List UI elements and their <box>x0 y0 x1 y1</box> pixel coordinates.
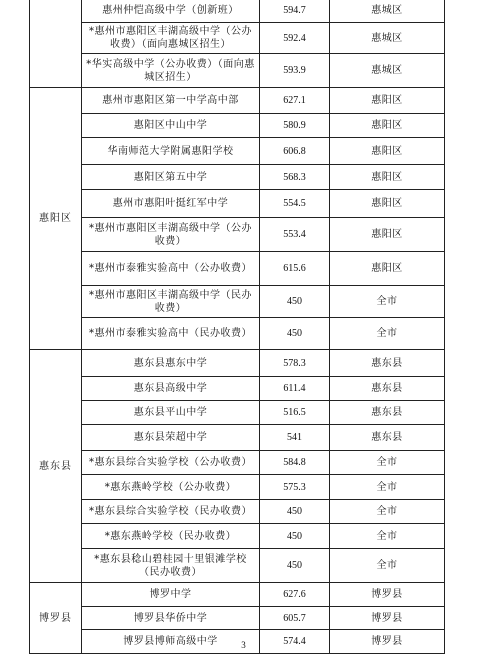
enrollment-area-cell: 惠城区 <box>330 23 445 54</box>
score-cell: 580.9 <box>260 114 330 138</box>
school-name-cell: 惠州仲恺高级中学（创新班） <box>82 0 260 23</box>
table-row <box>30 401 445 425</box>
enrollment-area-cell: 惠阳区 <box>330 218 445 252</box>
school-name-cell: *惠州市泰雅实验高中（民办收费） <box>82 318 260 350</box>
district-cell: 惠阳区 <box>30 88 82 350</box>
enrollment-area-cell: 惠城区 <box>330 54 445 88</box>
table-row <box>30 583 445 607</box>
school-name-cell: 惠阳区第五中学 <box>82 165 260 190</box>
enrollment-area-cell: 惠阳区 <box>330 190 445 218</box>
school-name-cell: *惠州市泰雅实验高中（公办收费） <box>82 252 260 286</box>
school-name-cell: 华南师范大学附属惠阳学校 <box>82 138 260 165</box>
table-row <box>30 23 445 54</box>
table-row <box>30 54 445 88</box>
enrollment-area-cell: 全市 <box>330 451 445 475</box>
enrollment-area-cell: 惠阳区 <box>330 165 445 190</box>
score-cell: 568.3 <box>260 165 330 190</box>
table-row <box>30 138 445 165</box>
table-row <box>30 350 445 377</box>
score-cell: 450 <box>260 286 330 318</box>
table-row <box>30 425 445 451</box>
school-name-cell: *惠州市惠阳区丰湖高级中学（公办收费）（面向惠城区招生） <box>82 23 260 54</box>
score-cell: 575.3 <box>260 475 330 500</box>
district-cell: 博罗县 <box>30 583 82 654</box>
enrollment-area-cell: 全市 <box>330 286 445 318</box>
school-name-cell: *惠东县稔山碧桂园十里银滩学校（民办收费） <box>82 549 260 583</box>
school-name-cell: 惠阳区中山中学 <box>82 114 260 138</box>
district-cell <box>30 0 82 88</box>
enrollment-area-cell: 全市 <box>330 318 445 350</box>
table-row <box>30 549 445 583</box>
admission-score-table <box>29 0 445 654</box>
page-number: 3 <box>241 640 246 650</box>
table-row <box>30 524 445 549</box>
enrollment-area-cell: 博罗县 <box>330 607 445 630</box>
school-name-cell: 惠东县高级中学 <box>82 377 260 401</box>
enrollment-area-cell: 全市 <box>330 524 445 549</box>
school-name-cell: 博罗县华侨中学 <box>82 607 260 630</box>
table-row <box>30 88 445 114</box>
score-cell: 450 <box>260 318 330 350</box>
score-cell: 627.6 <box>260 583 330 607</box>
score-cell: 615.6 <box>260 252 330 286</box>
table-body <box>30 0 445 654</box>
score-cell: 450 <box>260 549 330 583</box>
school-name-cell: *惠州市惠阳区丰湖高级中学（民办收费） <box>82 286 260 318</box>
enrollment-area-cell: 全市 <box>330 549 445 583</box>
table-row <box>30 451 445 475</box>
score-cell: 627.1 <box>260 88 330 114</box>
score-cell: 593.9 <box>260 54 330 88</box>
enrollment-area-cell: 全市 <box>330 475 445 500</box>
score-cell: 605.7 <box>260 607 330 630</box>
school-name-cell: 惠东县荣超中学 <box>82 425 260 451</box>
score-cell: 541 <box>260 425 330 451</box>
school-name-cell: 惠州市惠阳叶挺红军中学 <box>82 190 260 218</box>
score-cell: 450 <box>260 500 330 524</box>
score-cell: 584.8 <box>260 451 330 475</box>
school-name-cell: *惠东燕岭学校（民办收费） <box>82 524 260 549</box>
school-name-cell: 惠州市惠阳区第一中学高中部 <box>82 88 260 114</box>
school-name-cell: *惠东县综合实验学校（公办收费） <box>82 451 260 475</box>
school-name-cell: 惠东县平山中学 <box>82 401 260 425</box>
enrollment-area-cell: 全市 <box>330 500 445 524</box>
enrollment-area-cell: 惠东县 <box>330 377 445 401</box>
enrollment-area-cell: 惠阳区 <box>330 252 445 286</box>
enrollment-area-cell: 惠东县 <box>330 425 445 451</box>
table-row <box>30 607 445 630</box>
school-name-cell: *惠州市惠阳区丰湖高级中学（公办收费） <box>82 218 260 252</box>
score-cell: 553.4 <box>260 218 330 252</box>
table-row <box>30 377 445 401</box>
score-cell: 516.5 <box>260 401 330 425</box>
table-row <box>30 475 445 500</box>
enrollment-area-cell: 博罗县 <box>330 630 445 654</box>
score-cell: 594.7 <box>260 0 330 23</box>
school-name-cell: *华实高级中学（公办收费）（面向惠城区招生） <box>82 54 260 88</box>
enrollment-area-cell: 惠城区 <box>330 0 445 23</box>
enrollment-area-cell: 惠东县 <box>330 350 445 377</box>
score-cell: 554.5 <box>260 190 330 218</box>
table-row <box>30 318 445 350</box>
score-cell: 592.4 <box>260 23 330 54</box>
table-row <box>30 218 445 252</box>
enrollment-area-cell: 惠阳区 <box>330 138 445 165</box>
score-cell: 606.8 <box>260 138 330 165</box>
score-cell: 611.4 <box>260 377 330 401</box>
table-row <box>30 114 445 138</box>
enrollment-area-cell: 惠东县 <box>330 401 445 425</box>
enrollment-area-cell: 惠阳区 <box>330 88 445 114</box>
school-name-cell: 惠东县惠东中学 <box>82 350 260 377</box>
score-cell: 574.4 <box>260 630 330 654</box>
table-row <box>30 286 445 318</box>
table-row <box>30 190 445 218</box>
table-row <box>30 0 445 23</box>
school-name-cell: *惠东县综合实验学校（民办收费） <box>82 500 260 524</box>
enrollment-area-cell: 惠阳区 <box>330 114 445 138</box>
score-cell: 578.3 <box>260 350 330 377</box>
table-row <box>30 500 445 524</box>
school-name-cell: *惠东燕岭学校（公办收费） <box>82 475 260 500</box>
table-row <box>30 252 445 286</box>
district-cell: 惠东县 <box>30 350 82 583</box>
table-row <box>30 165 445 190</box>
school-name-cell: 博罗县博师高级中学 <box>82 630 260 654</box>
score-cell: 450 <box>260 524 330 549</box>
enrollment-area-cell: 博罗县 <box>330 583 445 607</box>
document-page <box>29 0 444 654</box>
school-name-cell: 博罗中学 <box>82 583 260 607</box>
